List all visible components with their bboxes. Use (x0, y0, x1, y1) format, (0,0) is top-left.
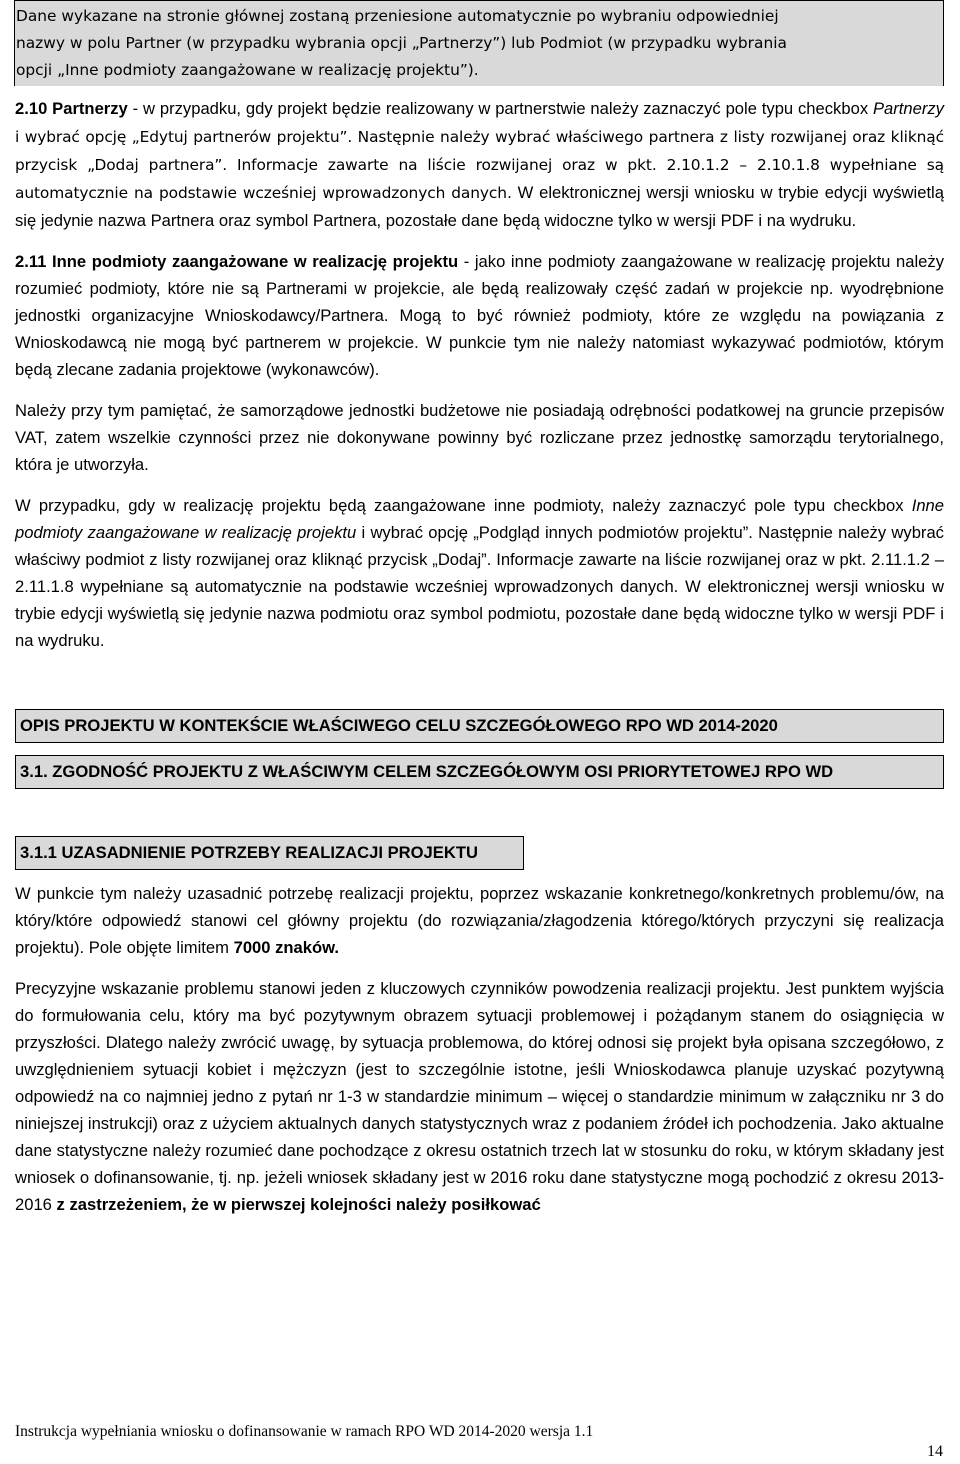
justification-paragraph: W punkcie tym należy uzasadnić potrzebę realizacji projektu, poprzez wskazanie konkretnego/konkretnych problemu/ów, na który/które odpowiedź stanowi cel główny projektu (do rozwiązania/złagodzenia którego/których przyczyni się realizacja projektu). Pole objęte limitem 7000 znaków. (15, 884, 944, 957)
section-2-10-title: Partnerzy (52, 99, 128, 118)
header-3-1: 3.1. ZGODNOŚĆ PROJEKTU Z WŁAŚCIWYM CELEM SZCZEGÓŁOWYM OSI PRIORYTETOWEJ RPO WD (15, 755, 944, 789)
section-2-10-number: 2.10 (15, 99, 48, 118)
section-2-10-paragraph: 2.10 Partnerzy - w przypadku, gdy projekt będzie realizowany w partnerstwie należy zaznaczyć pole typu checkbox Partnerzy i wybrać opcję „Edytuj partnerów projektu”. Następnie należy wybrać właściwego partnera z listy rozwijanej oraz kliknąć przycisk „Dodaj partnera”. Informacje zawarte na liście rozwijanej oraz w pkt. 2.10.1.2 – 2.10.1.8 wypełniane są automatycznie na podstawie wcześniej wprowadzonych danych. W elektronicznej wersji wniosku w trybie edycji wyświetlą się jedynie nazwa Partnera oraz symbol Partnera, pozostałe dane będą widoczne tylko w wersji PDF i na wydruku. (15, 99, 944, 230)
vat-paragraph: Należy przy tym pamiętać, że samorządowe jednostki budżetowe nie posiadają odrębności podatkowej na gruncie przepisów VAT, zatem wszelkie czynności przez nie dokonywane powinny być rozliczane przez jednostkę samorządu terytorialnego, która je utworzyła. (15, 401, 944, 474)
header-3-1-1: 3.1.1 UZASADNIENIE POTRZEBY REALIZACJI PROJEKTU (15, 836, 524, 870)
page-number: 14 (927, 1443, 943, 1460)
document-page (15, 0, 944, 1218)
section-2-11-paragraph: 2.11 Inne podmioty zaangażowane w realizację projektu - jako inne podmioty zaangażowane w realizację projektu należy rozumieć podmioty, które nie są Partnerami w projekcie, ale będą realizowały część zadań w projekcie np. wyodrębnione jednostki organizacyjne Wnioskodawcy/Partnera. Mogą to być również podmioty, które ze względu na powiązania z Wnioskodawcą nie mogą być partnerem w projekcie. W punkcie tym nie należy natomiast wykazywać podmiotów, którym będą zlecane zadania projektowe (wykonawców). (15, 252, 944, 379)
precise-problem-paragraph: Precyzyjne wskazanie problemu stanowi jeden z kluczowych czynników powodzenia realizacji projektu. Jest punktem wyjścia do formułowania celu, który ma być pozytywnym obrazem sytuacji problemowej i pożądanym stanem do osiągnięcia w przyszłości. Dlatego należy zwrócić uwagę, by sytuacja problemowa, do której odnosi się projekt była opisana szczegółowo, z uwzględnieniem sytuacji kobiet i mężczyzn (jest to szczególnie istotne, jeśli Wnioskodawca planuje uzyskać pozytywną odpowiedź na co najmniej jedno z pytań nr 1-3 w standardzie minimum – więcej o standardzie minimum w załączniku nr 3 do niniejszej instrukcji) oraz z użyciem aktualnych danych statystycznych wraz z podaniem źródeł ich pochodzenia. Jako aktualne dane statystyczne należy rozumieć dane pochodzące z okresu ostatnich trzech lat w stosunku do roku, w którym składany jest wniosek o dofinansowanie, tj. np. jeżeli wniosek składany jest w 2016 roku dane statystyczne mogą pochodzić z okresu 2013-2016 z zastrzeżeniem, że w pierwszej kolejności należy posiłkować (15, 979, 944, 1214)
other-entities-paragraph: W przypadku, gdy w realizację projektu będą zaangażowane inne podmioty, należy zaznaczyć pole typu checkbox Inne podmioty zaangażowane w realizację projektu i wybrać opcję „Podgląd innych podmiotów projektu”. Następnie należy wybrać właściwy podmiot z listy rozwijanej oraz kliknąć przycisk „Dodaj”. Informacje zawarte na liście rozwijanej oraz w pkt. 2.11.1.2 – 2.11.1.8 wypełniane są automatycznie na podstawie wcześniej wprowadzonych danych. W elektronicznej wersji wniosku w trybie edycji wyświetlą się jedynie nazwa podmiotu oraz symbol podmiotu, pozostałe dane będą widoczne tylko w wersji PDF i na wydruku. (15, 496, 944, 650)
intro-shaded-box (14, 0, 944, 86)
intro-line-3: opcji „Inne podmioty zaangażowane w realizację projektu”). (16, 61, 479, 79)
intro-line-2: nazwy w polu Partner (w przypadku wybrania opcji „Partnerzy”) lub Podmiot (w przypadku wybrania (16, 34, 787, 52)
section-2-11-title: 2.11 Inne podmioty zaangażowane w realizację projektu (15, 252, 459, 271)
header-opis-projektu: OPIS PROJEKTU W KONTEKŚCIE WŁAŚCIWEGO CELU SZCZEGÓŁOWEGO RPO WD 2014-2020 (15, 709, 944, 743)
footer-text: Instrukcja wypełniania wniosku o dofinansowanie w ramach RPO WD 2014-2020 wersja 1.1 (15, 1423, 594, 1440)
intro-line-1: Dane wykazane na stronie głównej zostaną przeniesione automatycznie po wybraniu odpowiedniej (16, 7, 779, 25)
